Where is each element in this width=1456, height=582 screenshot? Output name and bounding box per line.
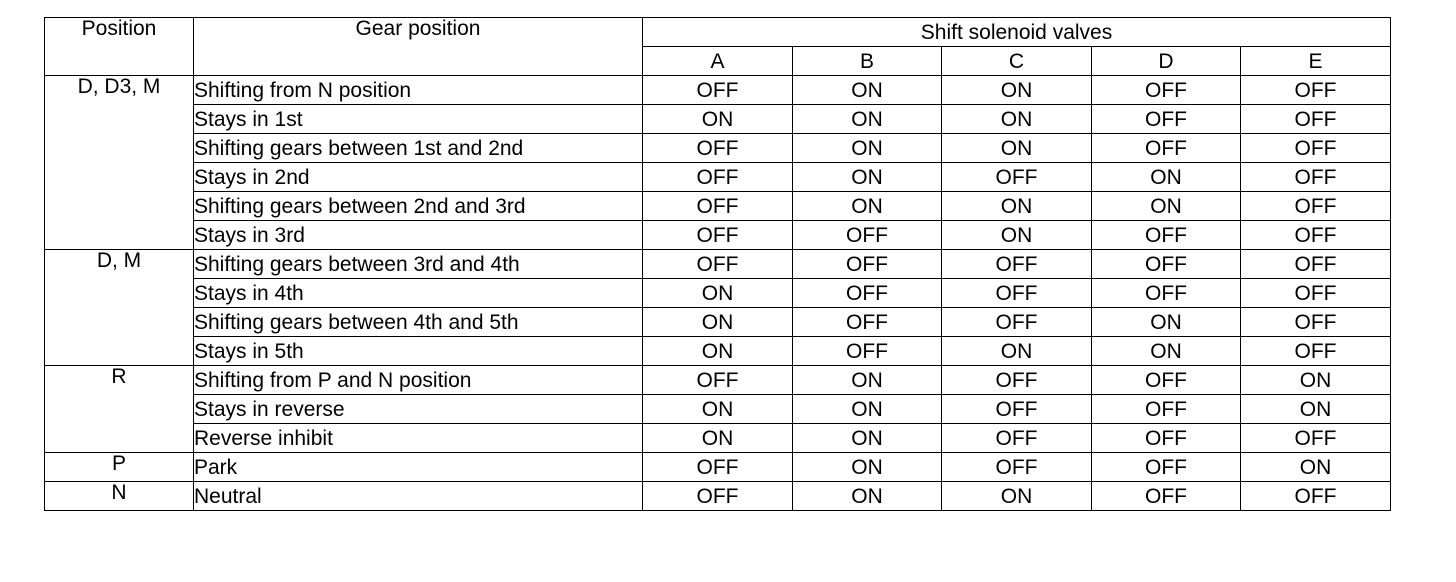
valve-a-state: OFF xyxy=(643,453,793,482)
gear-position-cell: Stays in 2nd xyxy=(194,163,643,192)
position-cell: D, D3, M xyxy=(45,76,194,250)
table-row xyxy=(45,366,1391,395)
valve-b-state: ON xyxy=(793,134,942,163)
gear-position-cell: Park xyxy=(194,453,643,482)
gear-position-cell: Stays in reverse xyxy=(194,395,643,424)
valve-a-state: OFF xyxy=(643,192,793,221)
valve-e-state: OFF xyxy=(1241,76,1391,105)
valve-c-state: ON xyxy=(942,192,1092,221)
valve-e-state: OFF xyxy=(1241,424,1391,453)
valve-a-state: OFF xyxy=(643,221,793,250)
valve-b-state: ON xyxy=(793,366,942,395)
valve-b-state: ON xyxy=(793,163,942,192)
table-row xyxy=(45,250,1391,279)
valve-c-state: ON xyxy=(942,76,1092,105)
valve-b-state: ON xyxy=(793,105,942,134)
valve-b-state: ON xyxy=(793,482,942,511)
valve-e-state: OFF xyxy=(1241,221,1391,250)
valve-d-state: OFF xyxy=(1092,76,1241,105)
table-row xyxy=(45,279,1391,308)
gear-position-cell: Shifting from P and N position xyxy=(194,366,643,395)
valve-e-state: OFF xyxy=(1241,134,1391,163)
valve-d-state: OFF xyxy=(1092,395,1241,424)
table-row xyxy=(45,308,1391,337)
valve-b-state: OFF xyxy=(793,221,942,250)
position-cell: D, M xyxy=(45,250,194,366)
header-valve-e: E xyxy=(1241,47,1391,76)
valve-e-state: ON xyxy=(1241,366,1391,395)
valve-a-state: ON xyxy=(643,424,793,453)
valve-e-state: OFF xyxy=(1241,308,1391,337)
valve-c-state: OFF xyxy=(942,453,1092,482)
position-cell: N xyxy=(45,482,194,511)
valve-e-state: ON xyxy=(1241,453,1391,482)
header-valve-b: B xyxy=(793,47,942,76)
table-row xyxy=(45,192,1391,221)
valve-c-state: OFF xyxy=(942,424,1092,453)
valve-d-state: OFF xyxy=(1092,105,1241,134)
gear-position-cell: Shifting from N position xyxy=(194,76,643,105)
valve-b-state: OFF xyxy=(793,308,942,337)
valve-a-state: ON xyxy=(643,279,793,308)
valve-d-state: OFF xyxy=(1092,221,1241,250)
table-row xyxy=(45,337,1391,366)
valve-e-state: OFF xyxy=(1241,279,1391,308)
valve-a-state: OFF xyxy=(643,134,793,163)
valve-a-state: OFF xyxy=(643,482,793,511)
position-cell: R xyxy=(45,366,194,453)
valve-d-state: OFF xyxy=(1092,482,1241,511)
table-row xyxy=(45,221,1391,250)
valve-d-state: ON xyxy=(1092,192,1241,221)
position-cell: P xyxy=(45,453,194,482)
valve-c-state: OFF xyxy=(942,163,1092,192)
valve-a-state: OFF xyxy=(643,250,793,279)
valve-b-state: OFF xyxy=(793,250,942,279)
table-row xyxy=(45,163,1391,192)
solenoid-valve-table xyxy=(44,17,1391,511)
valve-d-state: ON xyxy=(1092,337,1241,366)
header-row-top xyxy=(45,18,1391,47)
valve-a-state: ON xyxy=(643,395,793,424)
valve-c-state: OFF xyxy=(942,395,1092,424)
valve-c-state: OFF xyxy=(942,279,1092,308)
valve-d-state: OFF xyxy=(1092,366,1241,395)
valve-a-state: OFF xyxy=(643,366,793,395)
valve-e-state: OFF xyxy=(1241,250,1391,279)
gear-position-cell: Stays in 4th xyxy=(194,279,643,308)
valve-d-state: OFF xyxy=(1092,250,1241,279)
valve-a-state: OFF xyxy=(643,76,793,105)
valve-b-state: ON xyxy=(793,395,942,424)
header-position: Position xyxy=(45,18,194,76)
table-header xyxy=(45,18,1391,76)
valve-b-state: OFF xyxy=(793,337,942,366)
gear-position-cell: Reverse inhibit xyxy=(194,424,643,453)
valve-c-state: ON xyxy=(942,221,1092,250)
valve-c-state: OFF xyxy=(942,308,1092,337)
valve-e-state: OFF xyxy=(1241,192,1391,221)
header-valve-a: A xyxy=(643,47,793,76)
valve-e-state: OFF xyxy=(1241,105,1391,134)
valve-b-state: ON xyxy=(793,192,942,221)
valve-c-state: OFF xyxy=(942,366,1092,395)
table-row xyxy=(45,395,1391,424)
table-body xyxy=(45,76,1391,511)
gear-position-cell: Shifting gears between 4th and 5th xyxy=(194,308,643,337)
table-row xyxy=(45,482,1391,511)
valve-d-state: ON xyxy=(1092,308,1241,337)
valve-e-state: ON xyxy=(1241,395,1391,424)
valve-d-state: OFF xyxy=(1092,134,1241,163)
gear-position-cell: Shifting gears between 3rd and 4th xyxy=(194,250,643,279)
table-row xyxy=(45,424,1391,453)
gear-position-cell: Stays in 3rd xyxy=(194,221,643,250)
valve-a-state: ON xyxy=(643,337,793,366)
valve-e-state: OFF xyxy=(1241,163,1391,192)
valve-a-state: ON xyxy=(643,308,793,337)
gear-position-cell: Stays in 5th xyxy=(194,337,643,366)
valve-a-state: ON xyxy=(643,105,793,134)
gear-position-cell: Shifting gears between 1st and 2nd xyxy=(194,134,643,163)
valve-c-state: OFF xyxy=(942,250,1092,279)
table-row xyxy=(45,76,1391,105)
valve-c-state: ON xyxy=(942,482,1092,511)
valve-c-state: ON xyxy=(942,337,1092,366)
valve-b-state: ON xyxy=(793,424,942,453)
gear-position-cell: Neutral xyxy=(194,482,643,511)
valve-b-state: ON xyxy=(793,76,942,105)
valve-d-state: OFF xyxy=(1092,453,1241,482)
header-valve-c: C xyxy=(942,47,1092,76)
gear-position-cell: Shifting gears between 2nd and 3rd xyxy=(194,192,643,221)
table-row xyxy=(45,134,1391,163)
valve-b-state: ON xyxy=(793,453,942,482)
header-valve-d: D xyxy=(1092,47,1241,76)
valve-c-state: ON xyxy=(942,105,1092,134)
table-row xyxy=(45,105,1391,134)
valve-e-state: OFF xyxy=(1241,482,1391,511)
valve-d-state: OFF xyxy=(1092,279,1241,308)
valve-d-state: OFF xyxy=(1092,424,1241,453)
valve-b-state: OFF xyxy=(793,279,942,308)
header-shift-solenoid-valves: Shift solenoid valves xyxy=(643,18,1391,47)
valve-e-state: OFF xyxy=(1241,337,1391,366)
valve-d-state: ON xyxy=(1092,163,1241,192)
valve-c-state: ON xyxy=(942,134,1092,163)
header-gear-position: Gear position xyxy=(194,18,643,76)
gear-position-cell: Stays in 1st xyxy=(194,105,643,134)
table-row xyxy=(45,453,1391,482)
valve-a-state: OFF xyxy=(643,163,793,192)
